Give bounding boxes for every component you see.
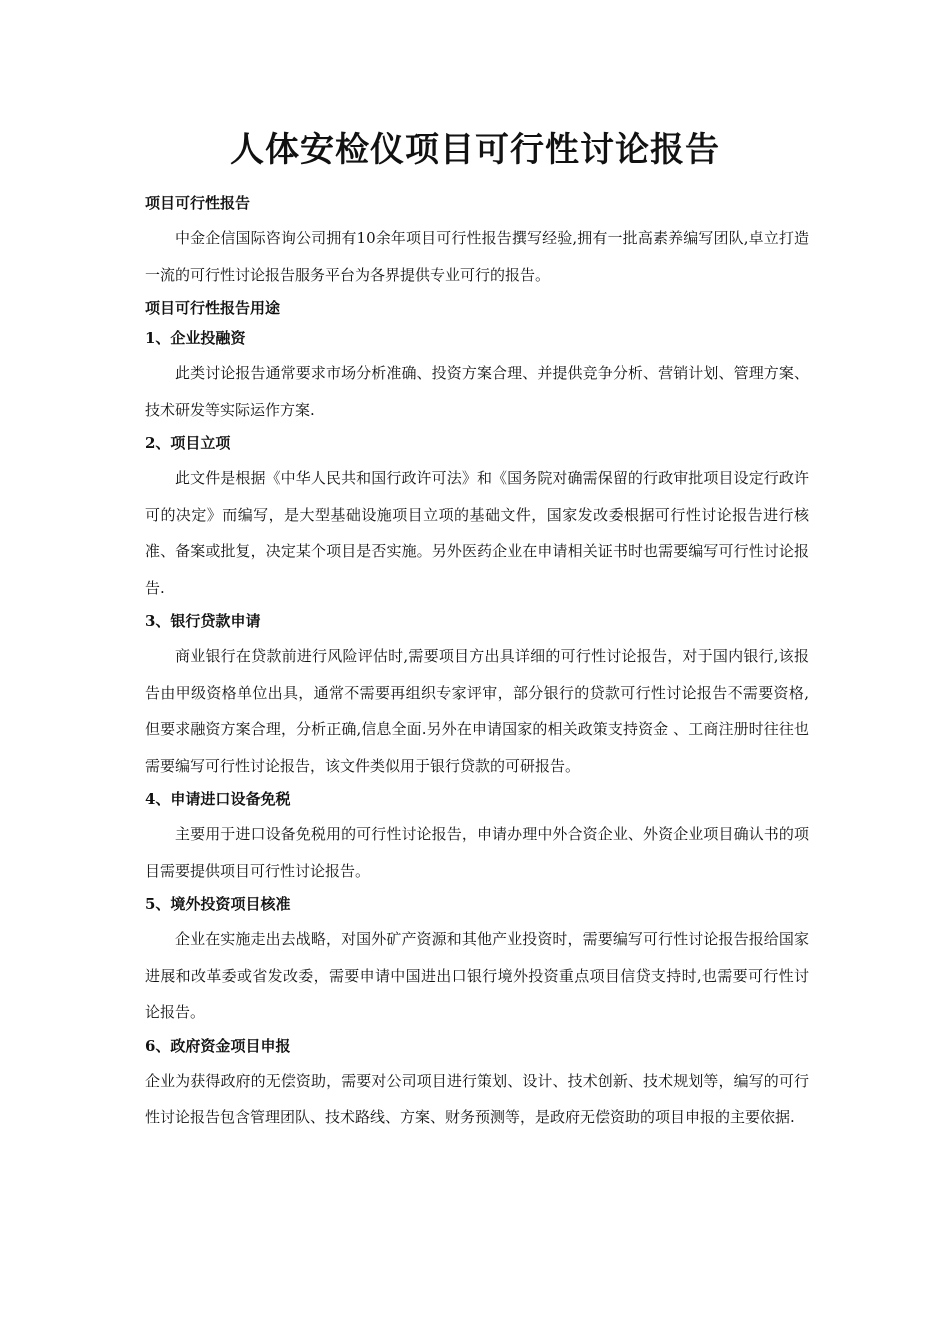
section-paragraph-investment-financing: 此类讨论报告通常要求市场分析准确、投资方案合理、并提供竞争分析、营销计划、管理方案、技术研发等实际运作方案. — [145, 364, 809, 419]
section-paragraph-government-funding: 企业为获得政府的无偿资助，需要对公司项目进行策划、设计、技术创新、技术规划等，编写的可行性讨论报告包含管理团队、技术路线、方案、财务预测等，是政府无偿资助的项目申报的主要依据. — [145, 1071, 809, 1126]
section-paragraph-import-tax-exemption: 主要用于进口设备免税用的可行性讨论报告，申请办理中外合资企业、外资企业项目确认书的项目需要提供项目可行性讨论报告。 — [145, 825, 809, 880]
section-paragraph-overseas-investment: 企业在实施走出去战略，对国外矿产资源和其他产业投资时，需要编写可行性讨论报告报给国家进展和改革委或省发改委，需要申请中国进出口银行境外投资重点项目信贷支持时,也需要可行性讨论报告。 — [145, 930, 809, 1021]
section-heading-investment-financing: 1、企业投融资 — [145, 329, 246, 347]
section-heading-overseas-investment: 5、境外投资项目核准 — [145, 895, 291, 913]
section-paragraph-bank-loan: 商业银行在贷款前进行风险评估时,需要项目方出具详细的可行性讨论报告，对于国内银行,该报告由甲级资格单位出具，通常不需要再组织专家评审，部分银行的贷款可行性讨论报告不需要资格,但要求融资方案合理，分析正确,信息全面.另外在申请国家的相关政策支持资金 、工商注册时往往也需要编写可行性讨论报告，该文件类似用于银行贷款的可研报告。 — [145, 647, 809, 775]
section-heading-feasibility-report: 项目可行性报告 — [145, 194, 251, 212]
section-paragraph-feasibility-report: 中金企信国际咨询公司拥有10余年项目可行性报告撰写经验,拥有一批高素养编写团队,卓立打造一流的可行性讨论报告服务平台为各界提供专业可行的报告。 — [145, 229, 809, 284]
section-paragraph-project-approval: 此文件是根据《中华人民共和国行政许可法》和《国务院对确需保留的行政审批项目设定行政许可的决定》而编写，是大型基础设施项目立项的基础文件，国家发改委根据可行性讨论报告进行核准、备案或批复，决定某个项目是否实施。另外医药企业在申请相关证书时也需要编写可行性讨论报告. — [145, 469, 809, 597]
section-heading-bank-loan: 3、银行贷款申请 — [145, 612, 261, 630]
section-heading-project-approval: 2、项目立项 — [145, 434, 231, 452]
section-heading-report-uses: 项目可行性报告用途 — [145, 299, 281, 317]
section-heading-import-tax-exemption: 4、申请进口设备免税 — [145, 790, 291, 808]
section-heading-government-funding: 6、政府资金项目申报 — [145, 1036, 291, 1055]
document-body — [145, 190, 809, 1138]
document-title: 人体安检仪项目可行性讨论报告 — [230, 130, 720, 170]
